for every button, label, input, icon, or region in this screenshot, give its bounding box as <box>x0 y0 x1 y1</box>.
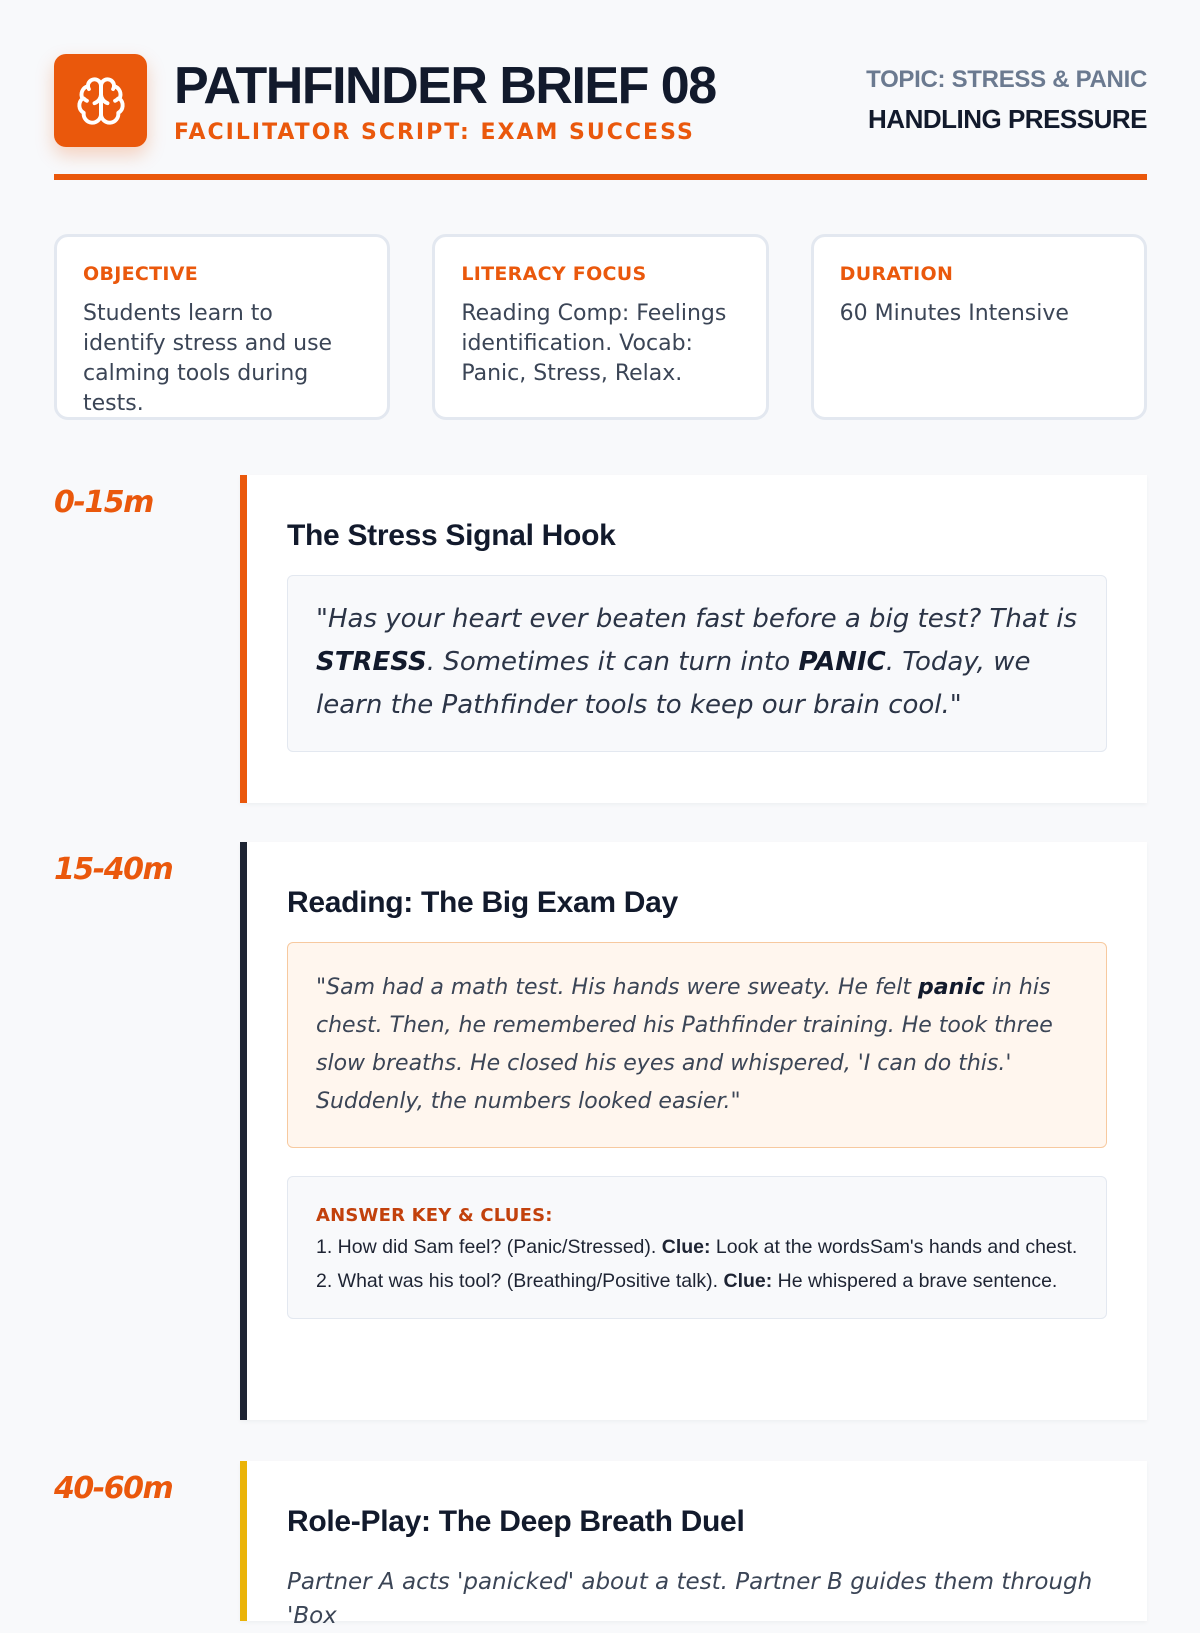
quote-text: . Today, we learn the Pathfinder tools to keep our brain cool." <box>316 647 1031 720</box>
question-text: 2. What was his tool? (Breathing/Positive talk). <box>316 1270 724 1292</box>
section-panel <box>240 842 1147 1420</box>
section-time: 0-15m <box>54 485 153 520</box>
quote-text: . Sometimes it can turn into <box>426 647 799 677</box>
question-text: 1. How did Sam feel? (Panic/Stressed). <box>316 1236 662 1258</box>
answer-key <box>287 1176 1107 1319</box>
objective-card <box>54 234 390 420</box>
quote-emphasis: STRESS <box>316 647 427 677</box>
section-roleplay <box>54 1461 1147 1629</box>
answer-key-title: ANSWER KEY & CLUES: <box>316 1205 553 1226</box>
clue-label: Clue: <box>723 1270 773 1292</box>
topic-label: TOPIC: STRESS & PANIC <box>866 66 1147 93</box>
section-reading <box>54 842 1147 1420</box>
section-panel <box>240 1461 1147 1629</box>
topic-value: HANDLING PRESSURE <box>868 104 1147 134</box>
brain-icon <box>75 75 127 127</box>
section-hook <box>54 475 1147 803</box>
page-title: PATHFINDER BRIEF 08 <box>174 57 716 115</box>
clue-text: He whispered a brave sentence. <box>772 1270 1058 1292</box>
page-subtitle: FACILITATOR SCRIPT: EXAM SUCCESS <box>174 120 695 145</box>
duration-card <box>811 234 1147 420</box>
card-text: Reading Comp: Feelings identification. Vocab: Panic, Stress, Relax. <box>461 301 727 386</box>
card-label: OBJECTIVE <box>83 263 199 285</box>
logo <box>54 54 147 147</box>
card-text: Students learn to identify stress and use calming tools during tests. <box>83 301 333 416</box>
literacy-focus-card <box>432 234 768 420</box>
section-title: Reading: The Big Exam Day <box>287 886 678 919</box>
card-text: 60 Minutes Intensive <box>839 301 1069 326</box>
answer-item <box>316 1268 1078 1294</box>
quote-text: "Has your heart ever beaten fast before a big test? That is <box>316 604 1078 634</box>
clue-text: Look at the wordsSam's hands and chest. <box>710 1236 1078 1258</box>
card-label: LITERACY FOCUS <box>461 263 647 285</box>
section-title: Role-Play: The Deep Breath Duel <box>287 1505 745 1538</box>
section-time: 40-60m <box>54 1471 173 1506</box>
script-quote <box>287 575 1107 752</box>
answer-item <box>316 1234 1078 1260</box>
story-emphasis: panic <box>918 975 985 1000</box>
reading-passage <box>287 942 1107 1148</box>
section-panel <box>240 475 1147 803</box>
clue-label: Clue: <box>661 1236 711 1258</box>
card-label: DURATION <box>839 263 954 285</box>
story-text: "Sam had a math test. His hands were sweaty. He felt <box>316 975 919 1000</box>
page-header <box>54 54 1147 180</box>
quote-emphasis: PANIC <box>798 647 886 677</box>
info-cards <box>54 234 1147 420</box>
story-text: in his chest. Then, he remembered his Pathfinder training. He took three slow breaths. He closed his eyes and whispered, 'I can do this.' Suddenly, the numbers looked easier." <box>316 975 1053 1114</box>
roleplay-instructions: Partner A acts 'panicked' about a test. Partner B guides them through 'Box <box>287 1569 1093 1629</box>
section-time: 15-40m <box>54 852 173 887</box>
header-divider <box>54 174 1147 180</box>
section-title: The Stress Signal Hook <box>287 519 616 552</box>
